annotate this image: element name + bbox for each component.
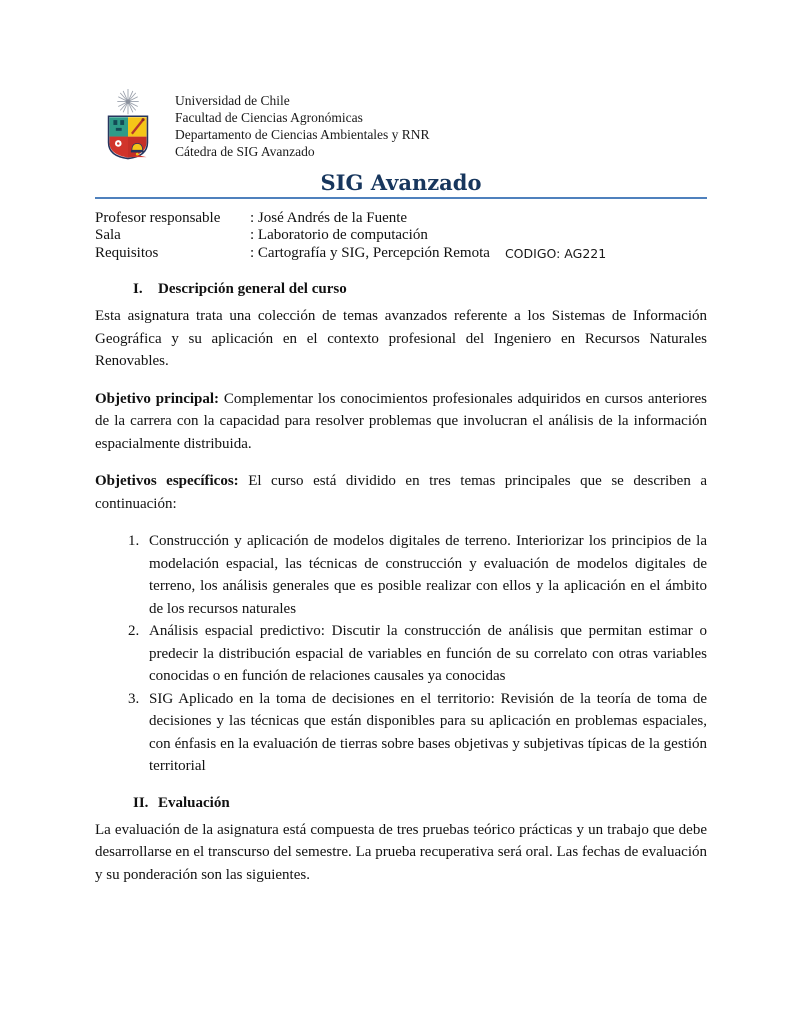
info-row-sala <box>95 227 707 244</box>
info-value: : Cartografía y SIG, Percepción Remota <box>250 244 490 261</box>
course-info <box>95 210 707 262</box>
info-label: Profesor responsable <box>95 210 221 226</box>
list-item-number: 1. <box>128 533 140 550</box>
course-code: CODIGO: AG221 <box>504 245 607 261</box>
org-line-faculty: Facultad de Ciencias Agronómicas <box>175 110 363 125</box>
org-line-department: Departamento de Ciencias Ambientales y RNR <box>175 127 430 142</box>
objetivo-principal-text: Complementar los conocimientos profesionales adquiridos en cursos anteriores de la carrera con la capacidad para resolver problemas que involucran el análisis de la información espacialmente distribuida. <box>95 390 707 452</box>
objectives-list <box>95 530 707 778</box>
list-item-number: 2. <box>128 623 140 640</box>
info-row-requisitos <box>95 245 707 262</box>
title-rule <box>95 197 707 199</box>
org-line-catedra: Cátedra de SIG Avanzado <box>175 144 315 159</box>
list-item-text: Análisis espacial predictivo: Discutir la construcción de análisis que permitan estimar o predecir la distribución espacial de variables en función de su correlato con otras variables conocidas o en función de relaciones causales ya conocidas <box>149 623 707 685</box>
info-row-profesor <box>95 210 707 227</box>
list-item-text: SIG Aplicado en la toma de decisiones en el territorio: Revisión de la teoría de toma de decisiones y las técnicas que están disponibles para su aplicación en problemas espaciales, con énfasis en la evaluación de tierras sobre bases objetivas y subjetivas típicas de la gestión territorial <box>149 690 707 775</box>
objetivo-principal-label: Objetivo principal: <box>95 390 220 407</box>
organization-lines <box>175 88 430 160</box>
document-header <box>95 88 707 160</box>
section-number: II. <box>133 794 149 811</box>
paragraph-evaluacion: La evaluación de la asignatura está compuesta de tres pruebas teórico prácticas y un trabajo que debe desarrollarse en el transcurso del semestre. La prueba recuperativa será oral. Las fechas de evaluación y su ponderación son las siguientes. <box>95 821 707 883</box>
section-title: Evaluación <box>158 794 230 811</box>
info-label: Sala <box>95 227 121 244</box>
objetivos-especificos-text: El curso está dividido en tres temas principales que se describen a continuación: <box>95 473 707 512</box>
info-value: : Laboratorio de computación <box>250 227 428 244</box>
org-line-university: Universidad de Chile <box>175 93 290 108</box>
objetivos-especificos-label: Objetivos específicos: <box>95 473 239 490</box>
section-heading-descripcion <box>95 279 707 299</box>
paragraph-objetivo-principal <box>95 388 707 456</box>
universidad-de-chile-crest-icon <box>105 88 151 160</box>
section-title: Descripción general del curso <box>158 281 347 298</box>
list-item-number: 3. <box>128 690 140 707</box>
list-item <box>128 530 707 620</box>
info-value: : José Andrés de la Fuente <box>250 210 408 226</box>
paragraph-objetivos-especificos <box>95 470 707 515</box>
page-title: SIG Avanzado <box>320 170 482 195</box>
list-item-text: Construcción y aplicación de modelos digitales de terreno. Interiorizar los principios de la modelación espacial, las técnicas de construcción y evaluación de modelos digitales de terreno, los análisis generales que es posible realizar con ellos y la aplicación en el ámbito de los recursos naturales <box>149 533 707 617</box>
info-label: Requisitos <box>95 244 159 261</box>
list-item <box>128 620 707 688</box>
section-number: I. <box>133 281 143 298</box>
paragraph-intro: Esta asignatura trata una colección de temas avanzados referente a los Sistemas de Información Geográfica y su aplicación en el contexto profesional del Ingeniero en Recursos Naturales Renovables. <box>95 308 707 370</box>
list-item <box>128 688 707 778</box>
section-heading-evaluacion <box>95 793 707 813</box>
